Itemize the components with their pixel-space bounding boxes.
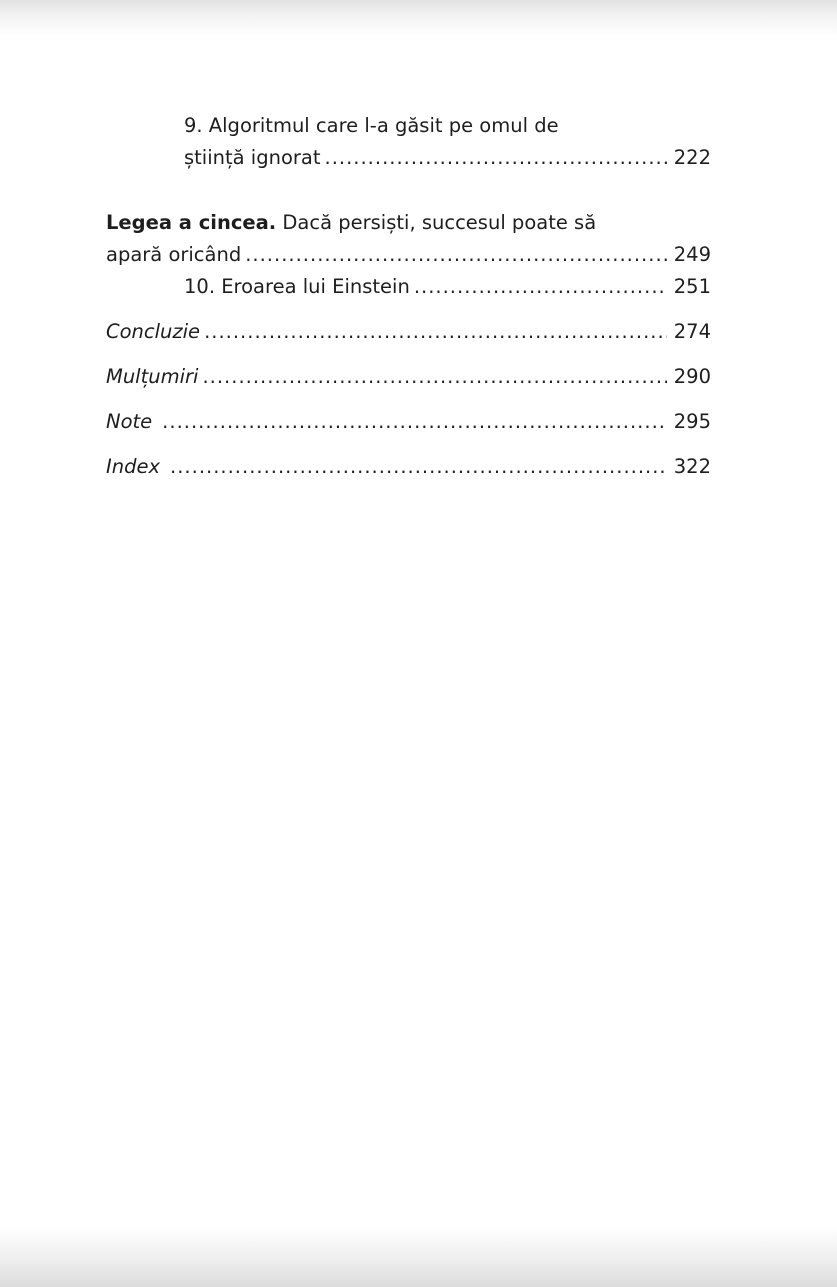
toc-entry-title: Mulțumiri: [106, 365, 199, 388]
toc-chapter-10-title: 10. Eroarea lui Einstein: [184, 275, 410, 298]
toc-entry-note[interactable]: [106, 409, 711, 435]
toc-entry-multumiri[interactable]: [106, 364, 711, 390]
dot-leader: [202, 364, 666, 390]
law-label: Legea a cincea.: [106, 211, 277, 234]
law-title: Dacă persiști, succesul poate să: [282, 211, 597, 234]
page-number: 249: [673, 243, 711, 266]
page-number: 295: [673, 410, 711, 433]
table-of-contents: [106, 0, 711, 1287]
toc-law-5-title-line1: [106, 210, 596, 236]
dot-leader: [414, 274, 667, 300]
toc-chapter-9-title-line2: știință ignorat: [184, 146, 321, 169]
toc-entry-title: Note: [106, 410, 153, 433]
toc-law-5-title-line2: apară oricând: [106, 243, 242, 266]
toc-chapter-9-title-line1: 9. Algoritmul care l-a găsit pe omul de: [184, 114, 559, 137]
dot-leader: [162, 409, 667, 435]
toc-entry-concluzie[interactable]: [106, 319, 711, 345]
page-number: 290: [673, 365, 711, 388]
page-number: 251: [673, 275, 711, 298]
toc-entry-chapter-10[interactable]: [184, 274, 711, 300]
toc-entry-title: Index: [106, 455, 161, 478]
toc-entry-index[interactable]: [106, 454, 711, 480]
dot-leader: [170, 454, 667, 480]
dot-leader: [325, 145, 667, 171]
dot-leader: [245, 242, 667, 268]
bottom-edge-shadow: [0, 1227, 837, 1287]
page-number: 222: [673, 146, 711, 169]
toc-entry-chapter-9[interactable]: [184, 145, 711, 171]
dot-leader: [204, 319, 667, 345]
toc-entry-title: Concluzie: [106, 320, 201, 343]
page-number: 322: [673, 455, 711, 478]
page-number: 274: [673, 320, 711, 343]
toc-entry-law-5[interactable]: [106, 242, 711, 268]
